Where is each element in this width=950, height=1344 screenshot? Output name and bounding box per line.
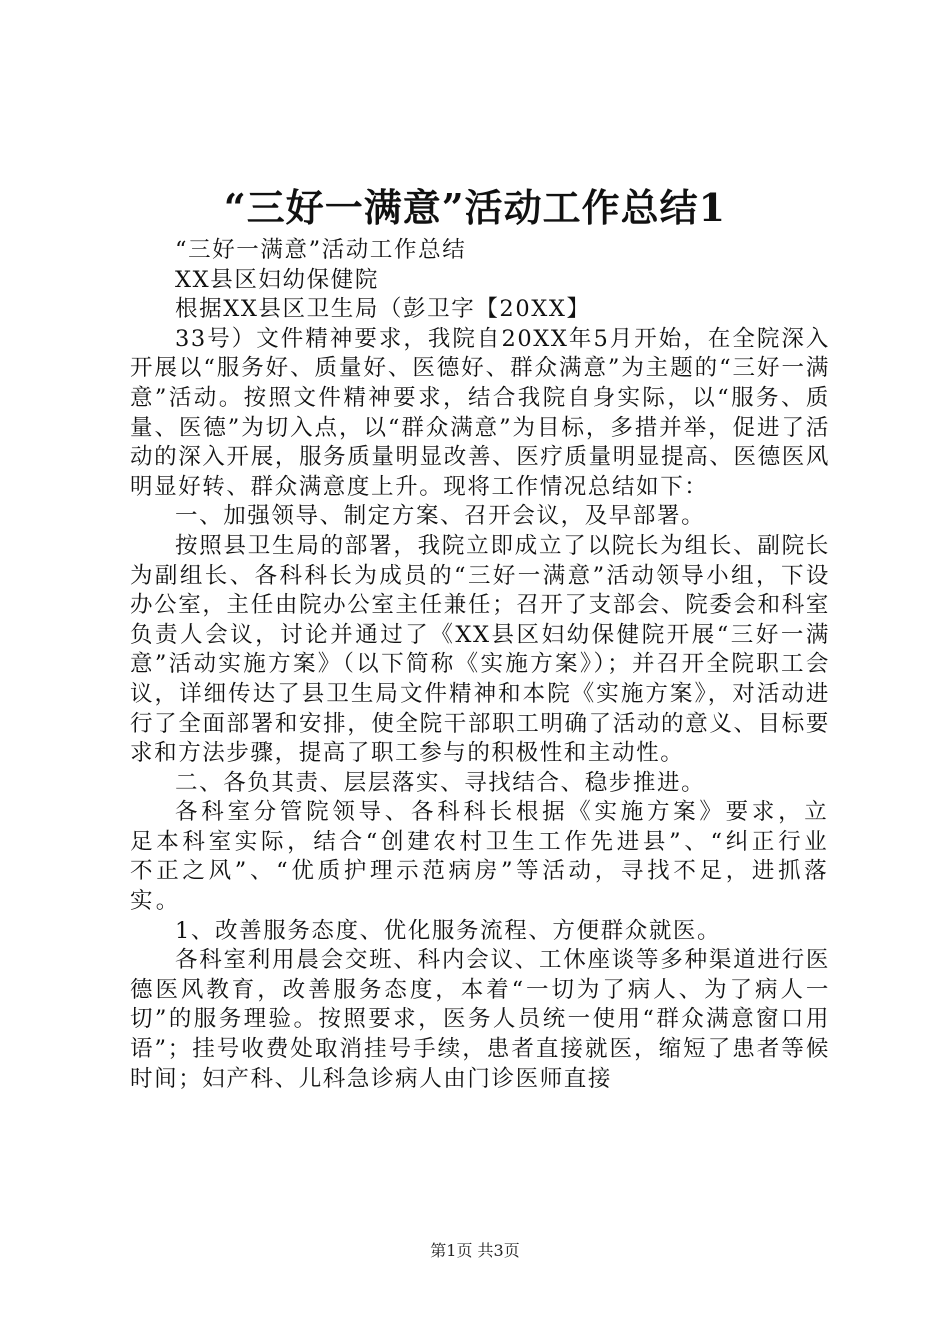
subsection-heading-1: 1、改善服务态度、优化服务流程、方便群众就医。 bbox=[175, 917, 722, 944]
paragraph-subtitle: “三好一满意”活动工作总结 bbox=[175, 237, 467, 263]
paragraph-basis: 根据XX县区卫生局（彭卫字【20XX】 bbox=[175, 296, 591, 323]
page-indicator: 第1页 共3页 bbox=[430, 1241, 520, 1260]
paragraph-section-2: 各科室分管院领导、各科科长根据《实施方案》要求，立足本科室实际，结合“创建农村卫生工作先进县”、“纠正行业不正之风”、“优质护理示范病房”等活动，寻找不足，进抓落实。 bbox=[130, 799, 830, 915]
paragraph-intro: 33号）文件精神要求，我院自20XX年5月开始，在全院深入开展以“服务好、质量好、医德好、群众满意”为主题的“三好一满意”活动。按照文件精神要求，结合我院自身实际，以“服务、质量、医德”为切入点，以“群众满意”为目标，多措并举，促进了活动的深入开展，服务质量明显改善、医疗质量明显提高、医德医风明显好转、群众满意度上升。现将工作情况总结如下： bbox=[130, 325, 830, 500]
paragraph-section-1: 按照县卫生局的部署，我院立即成立了以院长为组长、副院长为副组长、各科科长为成员的“三好一满意”活动领导小组，下设办公室，主任由院办公室主任兼任；召开了支部会、院委会和科室负责人会议，讨论并通过了《XX县区妇幼保健院开展“三好一满意”活动实施方案》（以下简称《实施方案》）；并召开全院职工会议，详细传达了县卫生局文件精神和本院《实施方案》，对活动进行了全面部署和安排，使全院干部职工明确了活动的意义、目标要求和方法步骤，提高了职工参与的积极性和主动性。 bbox=[130, 532, 830, 767]
section-heading-2: 二、各负其责、层层落实、寻找结合、稳步推进。 bbox=[175, 769, 706, 796]
paragraph-subsection-1: 各科室利用晨会交班、科内会议、工休座谈等多种渠道进行医德医风教育，改善服务态度，本着“一切为了病人、为了病人一切”的服务理验。按照要求，医务人员统一使用“群众满意窗口用语”；挂号收费处取消挂号手续，患者直接就医，缩短了患者等候时间；妇产科、儿科急诊病人由门诊医师直接 bbox=[130, 947, 830, 1092]
section-heading-1: 一、加强领导、制定方案、召开会议，及早部署。 bbox=[175, 503, 706, 530]
paragraph-organization: XX县区妇幼保健院 bbox=[175, 266, 379, 293]
document-title: “三好一满意”活动工作总结1 bbox=[223, 185, 727, 230]
document-body bbox=[130, 236, 830, 1094]
